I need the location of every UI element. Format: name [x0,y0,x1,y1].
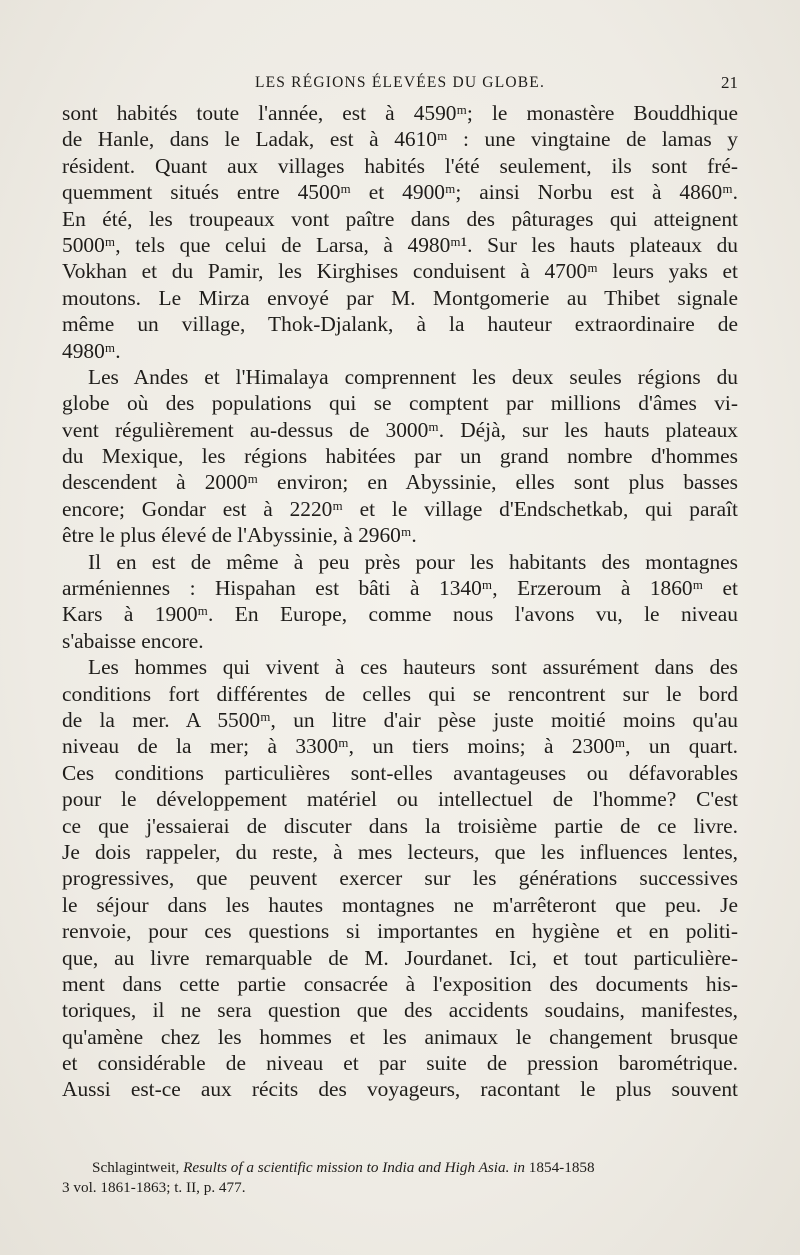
footnote-in: in [513,1159,525,1176]
page-header [62,70,738,96]
text-line: quemment situés entre 4500ᵐ et 4900ᵐ; ainsi Norbu est à 4860ᵐ. [62,180,738,205]
text-line: sont habités toute l'année, est à 4590ᵐ; le monastère Bouddhique [62,101,738,125]
text-line: renvoie, pour ces questions si importantes en hygiène et en politi- [62,919,738,944]
text-line: ment dans cette partie consacrée à l'exposition des documents his- [62,971,738,996]
text-line: Aussi est-ce aux récits des voyageurs, racontant le plus souvent [62,1077,738,1102]
text-line: même un village, Thok-Djalank, à la hauteur extraordinaire de [62,312,738,337]
text-line: vent régulièrement au-dessus de 3000ᵐ. Déjà, sur les hauts plateaux [62,417,738,442]
text-line: arméniennes : Hispahan est bâti à 1340ᵐ, Erzeroum à 1860ᵐ et [62,576,738,601]
text-line: progressives, que peuvent exercer sur les générations successives [62,866,738,891]
text-line: et considérable de niveau et par suite de pression barométrique. [62,1051,738,1076]
text-line: 5000ᵐ, tels que celui de Larsa, à 4980ᵐ¹. Sur les hauts plateaux du [62,232,738,257]
text-line: être le plus élevé de l'Abyssinie, à 2960ᵐ. [62,523,417,548]
running-title: LES RÉGIONS ÉLEVÉES DU GLOBE. [254,74,546,91]
text-line: niveau de la mer; à 3300ᵐ, un tiers moins; à 2300ᵐ, un quart. [62,734,738,759]
footnote-years: 1854-1858 [528,1159,595,1176]
text-line: Kars à 1900ᵐ. En Europe, comme nous l'avons vu, le niveau [62,602,738,627]
footnote-author: Schlagintweit, [92,1159,180,1176]
text-line: toriques, il ne sera question que des accidents soudains, manifestes, [62,998,738,1023]
text-line: Les Andes et l'Himalaya comprennent les deux seules régions du [88,364,738,389]
text-line: Les hommes qui vivent à ces hauteurs sont assurément dans des [88,655,738,680]
footnote [62,1158,738,1198]
text-line: globe où des populations qui se comptent par millions d'âmes vi- [62,391,738,416]
page-number: 21 [721,73,738,92]
text-line: Vokhan et du Pamir, les Kirghises conduisent à 4700ᵐ leurs yaks et [62,259,738,284]
text-line: encore; Gondar est à 2220ᵐ et le village d'Endschetkab, qui paraît [62,496,738,521]
footnote-line: 3 vol. 1861-1863; t. II, p. 477. [62,1179,246,1196]
text-line: conditions fort différentes de celles qui se rencontrent sur le bord [62,681,738,706]
footnote-title: Results of a scientific mission to India and High Asia. [183,1159,510,1176]
text-line: En été, les troupeaux vont paître dans des pâturages qui atteignent [62,206,738,231]
text-line: résident. Quant aux villages habités l'été seulement, ils sont fré- [62,153,738,178]
text-line: Il en est de même à peu près pour les habitants des montagnes [88,549,738,574]
text-line: s'abaisse encore. [62,628,204,653]
text-line: du Mexique, les régions habitées par un grand nombre d'hommes [62,444,738,469]
text-line: moutons. Le Mirza envoyé par M. Montgomerie au Thibet signale [62,285,738,310]
text-line: ce que j'essaierai de discuter dans la troisième partie de ce livre. [62,813,738,838]
text-line: pour le développement matériel ou intellectuel de l'homme? C'est [62,787,738,812]
text-line: le séjour dans les hautes montagnes ne m'arrêteront que peu. Je [62,892,738,917]
text-line: Ces conditions particulières sont-elles avantageuses ou défavorables [62,760,738,785]
text-line: descendent à 2000ᵐ environ; en Abyssinie, elles sont plus basses [62,470,738,495]
text-line: que, au livre remarquable de M. Jourdanet. Ici, et tout particulière- [62,945,738,970]
text-line: de Hanle, dans le Ladak, est à 4610ᵐ : une vingtaine de lamas y [62,127,738,152]
text-line: Je dois rappeler, du reste, à mes lecteurs, que les influences lentes, [62,839,738,864]
body-text [62,100,738,1103]
text-line: de la mer. A 5500ᵐ, un litre d'air pèse juste moitié moins qu'au [62,707,738,732]
footnote-line [62,1158,738,1178]
text-line: 4980ᵐ. [62,338,121,363]
text-line: qu'amène chez les hommes et les animaux le changement brusque [62,1024,738,1049]
